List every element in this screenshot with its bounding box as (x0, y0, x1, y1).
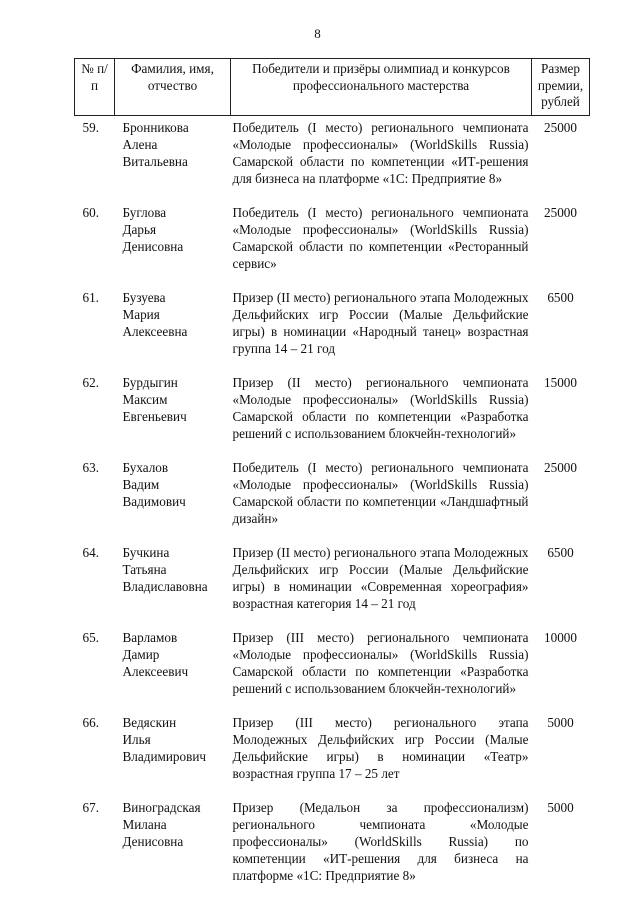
achievement-text: Победитель (I место) регионального чемпионата «Молодые профессионалы» (WorldSkills Russia) Самарской области по компетенции «Ресторанный сервис» (232, 204, 529, 271)
name-part: Мария (122, 306, 160, 322)
award-amount: 25000 (544, 459, 577, 475)
award-amount: 25000 (544, 119, 577, 135)
achievement-text: Победитель (I место) регионального чемпионата «Молодые профессионалы» (WorldSkills Russia) Самарской области по компетенции «Ландшафтный дизайн» (232, 459, 529, 526)
name-part: Евгеньевич (122, 408, 187, 424)
page-number: 8 (314, 26, 321, 41)
achievement-text: Призер (III место) регионального этапа Молодежных Дельфийских игр России (Малые Дельфийские игры) в номинации «Театр» возрастная группа 17 – 25 лет (232, 714, 529, 781)
header-name: Фамилия, имя, отчество (115, 59, 231, 116)
table-row (75, 204, 590, 289)
award-amount: 5000 (547, 799, 574, 815)
name-part: Алексеевич (122, 663, 189, 679)
header-amount: Размер премии, рублей (532, 59, 590, 116)
table-row (75, 115, 590, 204)
name-part: Алена (122, 136, 158, 152)
row-number: 60. (82, 204, 99, 220)
row-number: 62. (82, 374, 99, 390)
person-name (115, 459, 231, 544)
table-row (75, 374, 590, 459)
name-part: Денисовна (122, 238, 184, 254)
achievement-text: Победитель (I место) регионального чемпионата «Молодые профессионалы» (WorldSkills Russia) Самарской области по компетенции «ИТ-решения для бизнеса на платформе «1С: Предприятие 8» (232, 119, 529, 186)
person-name (115, 289, 231, 374)
table-row (75, 544, 590, 629)
name-part: Максим (122, 391, 168, 407)
row-number: 63. (82, 459, 99, 475)
row-number: 61. (82, 289, 99, 305)
table-row (75, 459, 590, 544)
row-number: 59. (82, 119, 99, 135)
table-row (75, 289, 590, 374)
person-name (115, 544, 231, 629)
name-part: Виноградская (122, 799, 201, 815)
person-name (115, 204, 231, 289)
table-row (75, 629, 590, 714)
name-part: Владимирович (122, 748, 207, 764)
name-part: Алексеевна (122, 323, 188, 339)
award-amount: 15000 (544, 374, 577, 390)
name-part: Витальевна (122, 153, 188, 169)
name-part: Илья (122, 731, 151, 747)
name-part: Милана (122, 816, 167, 832)
table-row (75, 799, 590, 901)
name-part: Бурдыгин (122, 374, 178, 390)
table-row (75, 714, 590, 799)
name-part: Татьяна (122, 561, 167, 577)
row-number: 64. (82, 544, 99, 560)
table-body (75, 115, 590, 901)
achievement-text: Призер (II место) регионального этапа Молодежных Дельфийских игр России (Малые Дельфийские игры) в номинации «Современная хореография» возрастная категория 14 – 21 год (232, 544, 529, 611)
achievement-text: Призер (II место) регионального чемпионата «Молодые профессионалы» (WorldSkills Russia) Самарской области по компетенции «Разработка решений с использованием блокчейн-технологий» (232, 374, 529, 441)
name-part: Вадим (122, 476, 160, 492)
name-part: Владиславовна (122, 578, 208, 594)
award-amount: 6500 (547, 544, 574, 560)
achievement-text: Призер (Медальон за профессионализм) регионального чемпионата «Молодые профессионалы» (WorldSkills Russia) по компетенции «ИТ-решения для бизнеса на платформе «1С: Предприятие 8» (232, 799, 529, 883)
name-part: Буглова (122, 204, 167, 220)
person-name (115, 799, 231, 901)
achievement-text: Призер (II место) регионального этапа Молодежных Дельфийских игр России (Малые Дельфийские игры) в номинации «Народный танец» возрастная группа 14 – 21 год (232, 289, 529, 356)
award-amount: 5000 (547, 714, 574, 730)
name-part: Бучкина (122, 544, 170, 560)
awards-table (74, 58, 590, 901)
table-header (75, 59, 590, 116)
name-part: Денисовна (122, 833, 184, 849)
person-name (115, 115, 231, 204)
name-part: Вадимович (122, 493, 186, 509)
achievement-text: Призер (III место) регионального чемпионата «Молодые профессионалы» (WorldSkills Russia) Самарской области по компетенции «Разработка решений с использованием блокчейн-технологий» (232, 629, 529, 696)
person-name (115, 714, 231, 799)
header-num: № п/п (75, 59, 115, 116)
person-name (115, 374, 231, 459)
name-part: Бузуева (122, 289, 166, 305)
row-number: 66. (82, 714, 99, 730)
header-achievement: Победители и призёры олимпиад и конкурсов профессионального мастерства (231, 59, 532, 116)
name-part: Бронникова (122, 119, 189, 135)
name-part: Варламов (122, 629, 178, 645)
person-name (115, 629, 231, 714)
row-number: 67. (82, 799, 99, 815)
name-part: Дамир (122, 646, 160, 662)
award-amount: 25000 (544, 204, 577, 220)
name-part: Ведяскин (122, 714, 177, 730)
award-amount: 6500 (547, 289, 574, 305)
award-amount: 10000 (544, 629, 577, 645)
name-part: Бухалов (122, 459, 169, 475)
row-number: 65. (82, 629, 99, 645)
name-part: Дарья (122, 221, 157, 237)
